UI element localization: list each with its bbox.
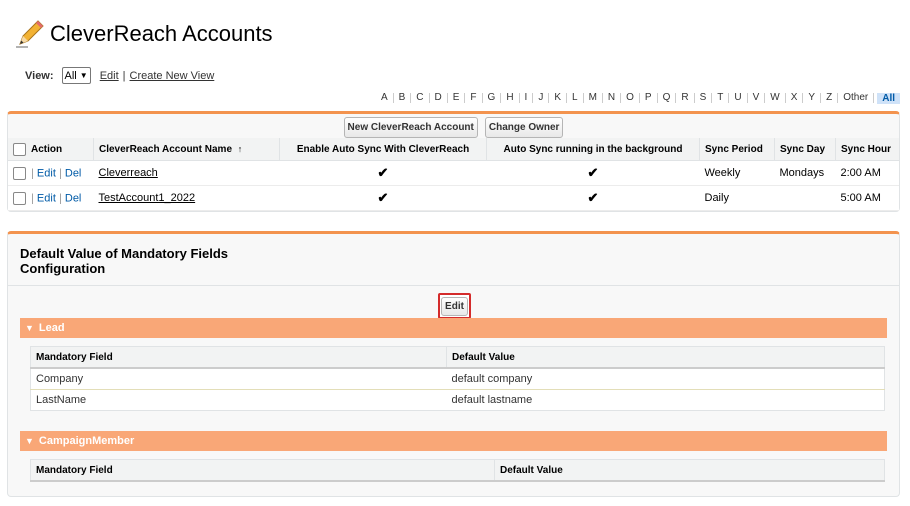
table-row (31, 390, 885, 411)
checkmark-icon: ✔ (587, 165, 599, 180)
alpha-letter-f[interactable]: F (465, 93, 482, 103)
row-actions (8, 186, 94, 211)
alpha-letter-s[interactable]: S (695, 93, 713, 103)
checkmark-icon: ✔ (377, 165, 389, 180)
triangle-down-icon: ▼ (25, 436, 34, 446)
alpha-letter-j[interactable]: J (533, 93, 549, 103)
col-mandatory-field: Mandatory Field (31, 460, 495, 482)
table-row (31, 368, 885, 390)
list-button-row (8, 117, 899, 138)
field-name: Company (31, 368, 447, 390)
alpha-letter-p[interactable]: P (640, 93, 658, 103)
col-auto-sync-running[interactable]: Auto Sync running in the background (487, 138, 700, 161)
col-account-name-label: CleverReach Account Name (99, 143, 233, 155)
row-checkbox[interactable] (13, 192, 26, 205)
alpha-letter-r[interactable]: R (676, 93, 694, 103)
checkmark-icon: ✔ (587, 190, 599, 205)
alpha-letter-x[interactable]: X (786, 93, 804, 103)
alpha-letter-z[interactable]: Z (821, 93, 838, 103)
del-link[interactable]: Del (64, 166, 82, 179)
alpha-letter-i[interactable]: I (520, 93, 534, 103)
field-default: default lastname (451, 394, 533, 406)
edit-link[interactable]: Edit (36, 166, 56, 179)
table-header-row (31, 460, 885, 482)
section-header-campaignmember[interactable] (20, 431, 887, 451)
pencil-icon (14, 18, 46, 50)
alpha-letter-g[interactable]: G (483, 93, 502, 103)
config-panel (7, 231, 900, 497)
alpha-letter-l[interactable]: L (567, 93, 584, 103)
field-default: default company (447, 368, 885, 390)
col-enable-auto-sync[interactable]: Enable Auto Sync With CleverReach (280, 138, 487, 161)
col-sync-day[interactable]: Sync Day (775, 138, 836, 161)
sync-period: Daily (700, 186, 775, 211)
action-sep: | (31, 191, 34, 204)
view-label: View: (25, 69, 54, 82)
edit-link[interactable]: Edit (36, 191, 56, 204)
create-new-view-link[interactable]: Create New View (129, 69, 215, 82)
col-action-label: Action (31, 143, 63, 155)
config-edit-button-frame (438, 293, 471, 319)
row-checkbox[interactable] (13, 167, 26, 180)
table-header-row (31, 347, 885, 369)
table-row (8, 186, 899, 211)
col-default-value: Default Value (495, 460, 885, 482)
alpha-letter-c[interactable]: C (411, 93, 429, 103)
section-title: Lead (38, 322, 65, 334)
sync-hour: 5:00 AM (836, 186, 900, 211)
row-actions (8, 161, 94, 186)
account-name-link[interactable]: TestAccount1_2022 (98, 192, 196, 204)
edit-view-link[interactable]: Edit (99, 69, 119, 82)
divider (8, 285, 899, 286)
change-owner-button[interactable]: Change Owner (485, 117, 564, 138)
alpha-letter-o[interactable]: O (621, 93, 640, 103)
alpha-letter-y[interactable]: Y (803, 93, 821, 103)
view-bar (25, 67, 214, 84)
view-select[interactable] (62, 67, 91, 84)
config-title: Default Value of Mandatory Fields Configuration (20, 246, 229, 276)
page-title: CleverReach Accounts (50, 21, 273, 46)
alpha-letter-u[interactable]: U (729, 93, 747, 103)
alpha-letter-k[interactable]: K (549, 93, 567, 103)
lead-fields-table (30, 346, 885, 411)
config-edit-button[interactable]: Edit (441, 297, 468, 316)
sync-day: Mondays (775, 161, 836, 186)
alpha-letter-h[interactable]: H (501, 93, 519, 103)
col-sync-period[interactable]: Sync Period (700, 138, 775, 161)
account-name-link[interactable]: Cleverreach (98, 167, 158, 179)
alpha-letter-all[interactable]: All (877, 93, 900, 104)
action-sep: | (31, 166, 34, 179)
table-header-row (8, 138, 899, 161)
sync-day (775, 186, 836, 211)
alpha-letter-w[interactable]: W (765, 93, 785, 103)
view-select-value: All (64, 69, 77, 82)
col-sync-hour[interactable]: Sync Hour (836, 138, 900, 161)
alpha-letter-d[interactable]: D (430, 93, 448, 103)
del-link[interactable]: Del (64, 191, 82, 204)
checkmark-icon: ✔ (377, 190, 389, 205)
page-header (14, 18, 273, 50)
chevron-down-icon: ▼ (79, 71, 88, 80)
accounts-list-panel (7, 111, 900, 212)
accounts-table (8, 138, 899, 211)
alpha-letter-v[interactable]: V (748, 93, 766, 103)
sync-hour: 2:00 AM (836, 161, 900, 186)
col-default-value: Default Value (447, 347, 885, 369)
section-title: CampaignMember (38, 435, 135, 447)
alpha-letter-b[interactable]: B (394, 93, 412, 103)
sync-period: Weekly (700, 161, 775, 186)
alpha-letter-n[interactable]: N (603, 93, 621, 103)
new-account-button[interactable]: New CleverReach Account (344, 117, 478, 138)
action-sep: | (58, 191, 62, 204)
triangle-down-icon: ▼ (25, 323, 34, 333)
alpha-letter-other[interactable]: Other (838, 93, 874, 103)
section-header-lead[interactable] (20, 318, 887, 338)
col-action (8, 138, 94, 161)
alpha-letter-q[interactable]: Q (658, 93, 677, 103)
alpha-letter-a[interactable]: A (376, 93, 394, 103)
table-row (8, 161, 899, 186)
alpha-filter (376, 92, 900, 104)
col-account-name[interactable] (94, 138, 280, 161)
field-name: LastName (36, 394, 87, 406)
alpha-letter-m[interactable]: M (584, 93, 603, 103)
alpha-letter-t[interactable]: T (712, 93, 729, 103)
select-all-checkbox[interactable] (13, 143, 26, 156)
col-mandatory-field: Mandatory Field (31, 347, 447, 369)
view-separator: | (122, 69, 126, 82)
alpha-letter-e[interactable]: E (448, 93, 466, 103)
campaignmember-fields-table (30, 459, 885, 482)
action-sep: | (58, 166, 62, 179)
sort-ascending-icon: ↑ (237, 143, 243, 154)
